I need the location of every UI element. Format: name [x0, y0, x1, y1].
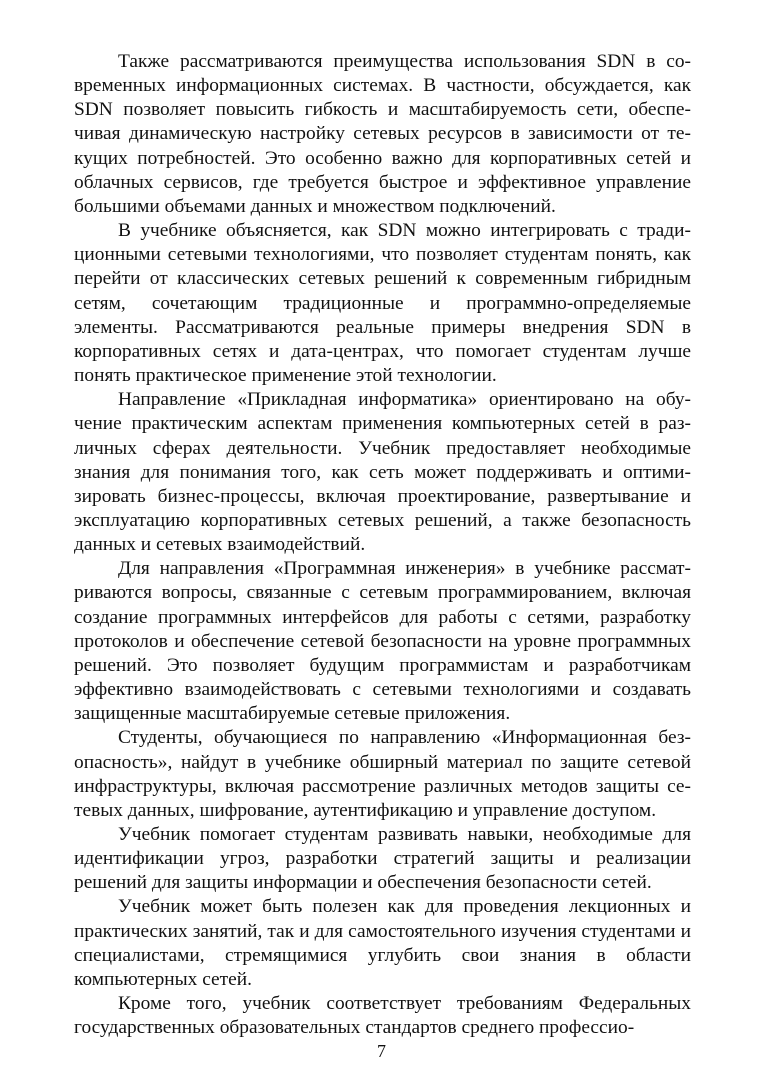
paragraph-applied-informatics: Направление «Прикладная информатика» ориентировано на обучение практическим аспектам применения компьютерных сетей в различных сферах деятельности. Учебник предоставляет необходимые знания для понимания того, как сеть может поддерживать и оптимизировать бизнес-процессы, включая проектирование, развертывание и эксплуатацию корпоративных сетевых решений, а также безопасность данных и сетевых взаимодействий. [74, 389, 691, 556]
paragraph-information-security: Студенты, обучающиеся по направлению «Информационная безопасность», найдут в учебнике обширный материал по защите сетевой инфраструктуры, включая рассмотрение различных методов защиты сетевых данных, шифрование, аутентификацию и управление доступом. [74, 727, 691, 821]
paragraph-standards: Кроме того, учебник соответствует требованиям Федеральных государственных образовательных стандартов среднего профессио- [74, 993, 691, 1039]
paragraph-skills: Учебник помогает студентам развивать навыки, необходимые для идентификации угроз, разработки стратегий защиты и реализации решений для защиты информации и обеспечения безопасности сетей. [74, 824, 691, 894]
paragraph-sdn-integration: В учебнике объясняется, как SDN можно интегрировать с традиционными сетевыми технологиями, что позволяет студентам понять, как перейти от классических сетевых решений к современным гибридным сетям, сочетающим традиционные и программно-определяемые элементы. Рассматриваются реальные примеры внедрения SDN в корпоративных сетях и дата-центрах, что помогает студентам лучше понять практическое применение этой технологии. [74, 220, 691, 387]
paragraph-software-engineering: Для направления «Программная инженерия» в учебнике рассматриваются вопросы, связанные с сетевым программированием, включая создание программных интерфейсов для работы с сетями, разработку протоколов и обеспечение сетевой безопасности на уровне программных решений. Это позволяет будущим программистам и разработчикам эффективно взаимодействовать с сетевыми технологиями и создавать защищенные масштабируемые сетевые приложения. [74, 558, 691, 725]
paragraph-sdn-advantages: Также рассматриваются преимущества использования SDN в современных информационных системах. В частности, обсуждается, как SDN позволяет повысить гибкость и масштабируемость сети, обеспечивая динамическую настройку сетевых ресурсов в зависимости от текущих потребностей. Это особенно важно для корпоративных сетей и облачных сервисов, где требуется быстрое и эффективное управление большими объемами данных и множеством подключений. [74, 51, 691, 217]
paragraph-usage: Учебник может быть полезен как для проведения лекционных и практических занятий, так и для самостоятельного изучения студентами и специалистами, стремящимися углубить свои знания в области компьютерных сетей. [74, 896, 691, 990]
page-number: 7 [377, 1041, 386, 1061]
page-body [74, 50, 691, 1040]
